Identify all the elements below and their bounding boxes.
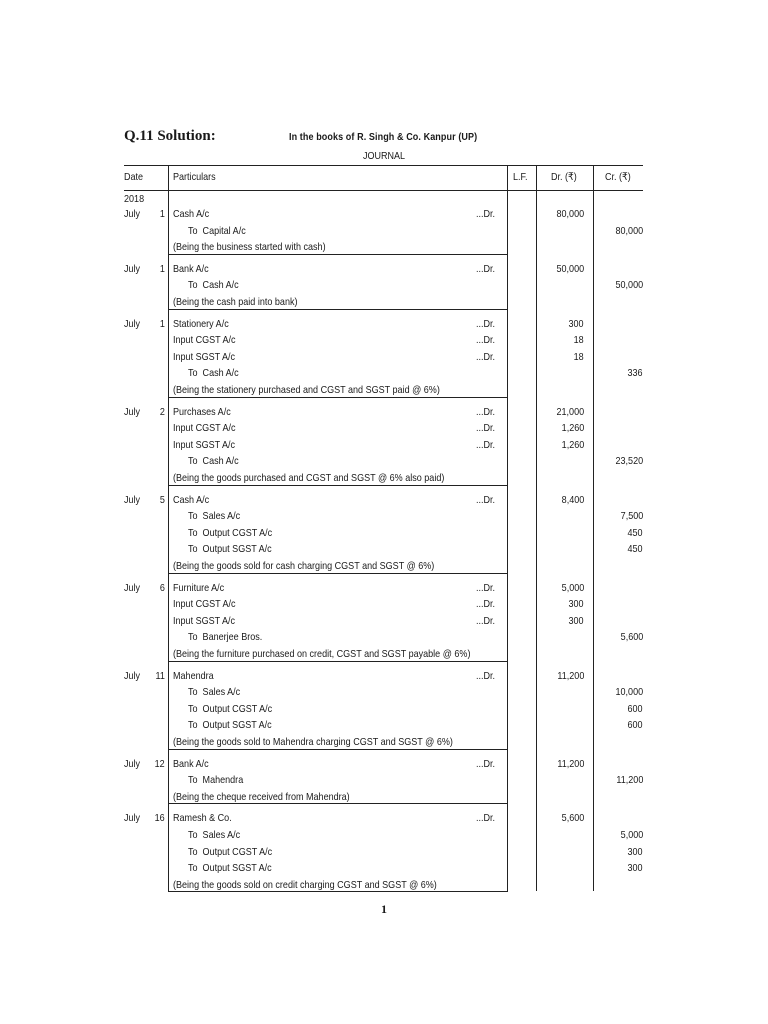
entry-month: July	[124, 812, 141, 824]
debit-amount: 1,260	[561, 439, 584, 451]
entry-separator	[168, 397, 508, 398]
entry-month: July	[124, 318, 141, 330]
entry-day: 1	[159, 208, 165, 220]
dr-mark: ...Dr.	[476, 439, 496, 451]
entry-month: July	[124, 208, 141, 220]
credit-amount: 80,000	[615, 225, 643, 237]
entry-day: 2	[159, 406, 165, 418]
entry-month: July	[124, 758, 141, 770]
books-title: In the books of R. Singh & Co. Kanpur (UP)	[289, 131, 478, 143]
debit-amount: 21,000	[556, 406, 584, 418]
dr-mark: ...Dr.	[476, 318, 496, 330]
debit-amount: 11,200	[557, 670, 584, 682]
journal-title: JOURNAL	[362, 151, 406, 162]
debit-account: Bank A/c	[173, 758, 209, 770]
dr-mark: ...Dr.	[476, 670, 496, 682]
debit-account: Mahendra	[173, 670, 214, 682]
credit-account: To Capital A/c	[188, 225, 246, 237]
credit-account: To Sales A/c	[188, 510, 241, 522]
credit-account: To Output SGST A/c	[188, 719, 272, 731]
debit-account: Ramesh & Co.	[173, 812, 232, 824]
debit-amount: 11,200	[557, 758, 584, 770]
credit-amount: 450	[627, 527, 643, 539]
credit-account: To Output SGST A/c	[188, 543, 272, 555]
entry-separator	[168, 573, 508, 574]
entry-day: 6	[159, 582, 165, 594]
narration: (Being the stationery purchased and CGST and SGST paid @ 6%)	[173, 384, 440, 396]
dr-mark: ...Dr.	[476, 615, 496, 627]
entry-day: 1	[159, 263, 165, 275]
entry-separator	[168, 661, 508, 662]
debit-account: Purchases A/c	[173, 406, 231, 418]
dr-mark: ...Dr.	[476, 406, 496, 418]
entry-month: July	[124, 406, 141, 418]
narration: (Being the furniture purchased on credit, CGST and SGST payable @ 6%)	[173, 648, 471, 660]
debit-account: Input SGST A/c	[173, 439, 236, 451]
entry-separator	[168, 891, 508, 892]
narration: (Being the cheque received from Mahendra)	[173, 791, 350, 803]
narration: (Being the goods sold for cash charging CGST and SGST @ 6%)	[173, 560, 435, 572]
debit-account: Input CGST A/c	[173, 598, 236, 610]
credit-account: To Cash A/c	[188, 279, 239, 291]
narration: (Being the goods sold to Mahendra charging CGST and SGST @ 6%)	[173, 736, 453, 748]
debit-amount: 5,600	[561, 812, 584, 824]
credit-account: To Output SGST A/c	[188, 862, 272, 874]
entry-day: 16	[154, 812, 165, 824]
entry-month: July	[124, 582, 141, 594]
entry-day: 12	[154, 758, 165, 770]
entry-day: 1	[159, 318, 165, 330]
col-divider-lf	[536, 165, 537, 891]
credit-amount: 600	[627, 703, 643, 715]
col-header-particulars: Particulars	[173, 171, 216, 183]
debit-account: Input CGST A/c	[173, 422, 236, 434]
table-top-rule	[124, 165, 643, 166]
entry-day: 5	[159, 494, 165, 506]
col-header-dr: Dr. (₹)	[551, 171, 577, 183]
col-divider-dr	[593, 165, 594, 891]
credit-amount: 7,500	[620, 510, 643, 522]
col-divider-date	[168, 165, 169, 891]
debit-account: Input SGST A/c	[173, 615, 236, 627]
debit-amount: 300	[568, 598, 584, 610]
debit-amount: 300	[568, 318, 584, 330]
credit-account: To Sales A/c	[188, 686, 241, 698]
credit-amount: 50,000	[615, 279, 643, 291]
debit-amount: 50,000	[556, 263, 584, 275]
entry-month: July	[124, 494, 141, 506]
debit-account: Furniture A/c	[173, 582, 225, 594]
credit-amount: 11,200	[616, 774, 643, 786]
credit-amount: 23,520	[615, 455, 643, 467]
credit-account: To Cash A/c	[188, 455, 239, 467]
entry-day: 11	[155, 670, 165, 682]
credit-amount: 336	[627, 367, 643, 379]
debit-amount: 8,400	[561, 494, 584, 506]
dr-mark: ...Dr.	[476, 208, 496, 220]
narration: (Being the goods sold on credit charging CGST and SGST @ 6%)	[173, 879, 437, 891]
credit-amount: 450	[627, 543, 643, 555]
credit-account: To Sales A/c	[188, 829, 241, 841]
dr-mark: ...Dr.	[476, 263, 496, 275]
col-header-cr: Cr. (₹)	[605, 171, 631, 183]
narration: (Being the business started with cash)	[173, 241, 326, 253]
credit-account: To Banerjee Bros.	[188, 631, 263, 643]
debit-account: Cash A/c	[173, 494, 210, 506]
credit-account: To Output CGST A/c	[188, 527, 273, 539]
debit-account: Stationery A/c	[173, 318, 229, 330]
year-label: 2018	[124, 193, 145, 205]
dr-mark: ...Dr.	[476, 812, 496, 824]
entry-separator	[168, 485, 508, 486]
entry-separator	[168, 749, 508, 750]
dr-mark: ...Dr.	[476, 758, 496, 770]
credit-account: To Output CGST A/c	[188, 846, 273, 858]
debit-amount: 5,000	[561, 582, 584, 594]
col-header-lf: L.F.	[513, 171, 528, 183]
credit-amount: 5,600	[620, 631, 643, 643]
dr-mark: ...Dr.	[476, 422, 496, 434]
credit-account: To Output CGST A/c	[188, 703, 273, 715]
narration: (Being the cash paid into bank)	[173, 296, 298, 308]
entry-month: July	[124, 670, 141, 682]
credit-amount: 5,000	[620, 829, 643, 841]
dr-mark: ...Dr.	[476, 582, 496, 594]
question-title: Q.11 Solution:	[124, 128, 216, 144]
debit-amount: 1,260	[561, 422, 584, 434]
dr-mark: ...Dr.	[476, 351, 496, 363]
credit-amount: 600	[627, 719, 643, 731]
debit-amount: 300	[568, 615, 584, 627]
debit-amount: 80,000	[556, 208, 584, 220]
dr-mark: ...Dr.	[476, 598, 496, 610]
dr-mark: ...Dr.	[476, 494, 496, 506]
col-header-date: Date	[124, 171, 144, 183]
debit-amount: 18	[573, 334, 584, 346]
debit-account: Cash A/c	[173, 208, 210, 220]
page-number: 1	[381, 902, 387, 916]
entry-separator	[168, 309, 508, 310]
credit-amount: 300	[627, 846, 643, 858]
header-bottom-rule	[124, 190, 643, 191]
col-divider-particulars	[507, 165, 508, 891]
narration: (Being the goods purchased and CGST and SGST @ 6% also paid)	[173, 472, 445, 484]
credit-account: To Mahendra	[188, 774, 244, 786]
debit-account: Input SGST A/c	[173, 351, 236, 363]
credit-amount: 300	[627, 862, 643, 874]
debit-account: Input CGST A/c	[173, 334, 236, 346]
entry-separator	[168, 254, 508, 255]
debit-amount: 18	[573, 351, 584, 363]
debit-account: Bank A/c	[173, 263, 209, 275]
entry-separator	[168, 803, 508, 804]
credit-account: To Cash A/c	[188, 367, 239, 379]
dr-mark: ...Dr.	[476, 334, 496, 346]
entry-month: July	[124, 263, 141, 275]
credit-amount: 10,000	[615, 686, 643, 698]
